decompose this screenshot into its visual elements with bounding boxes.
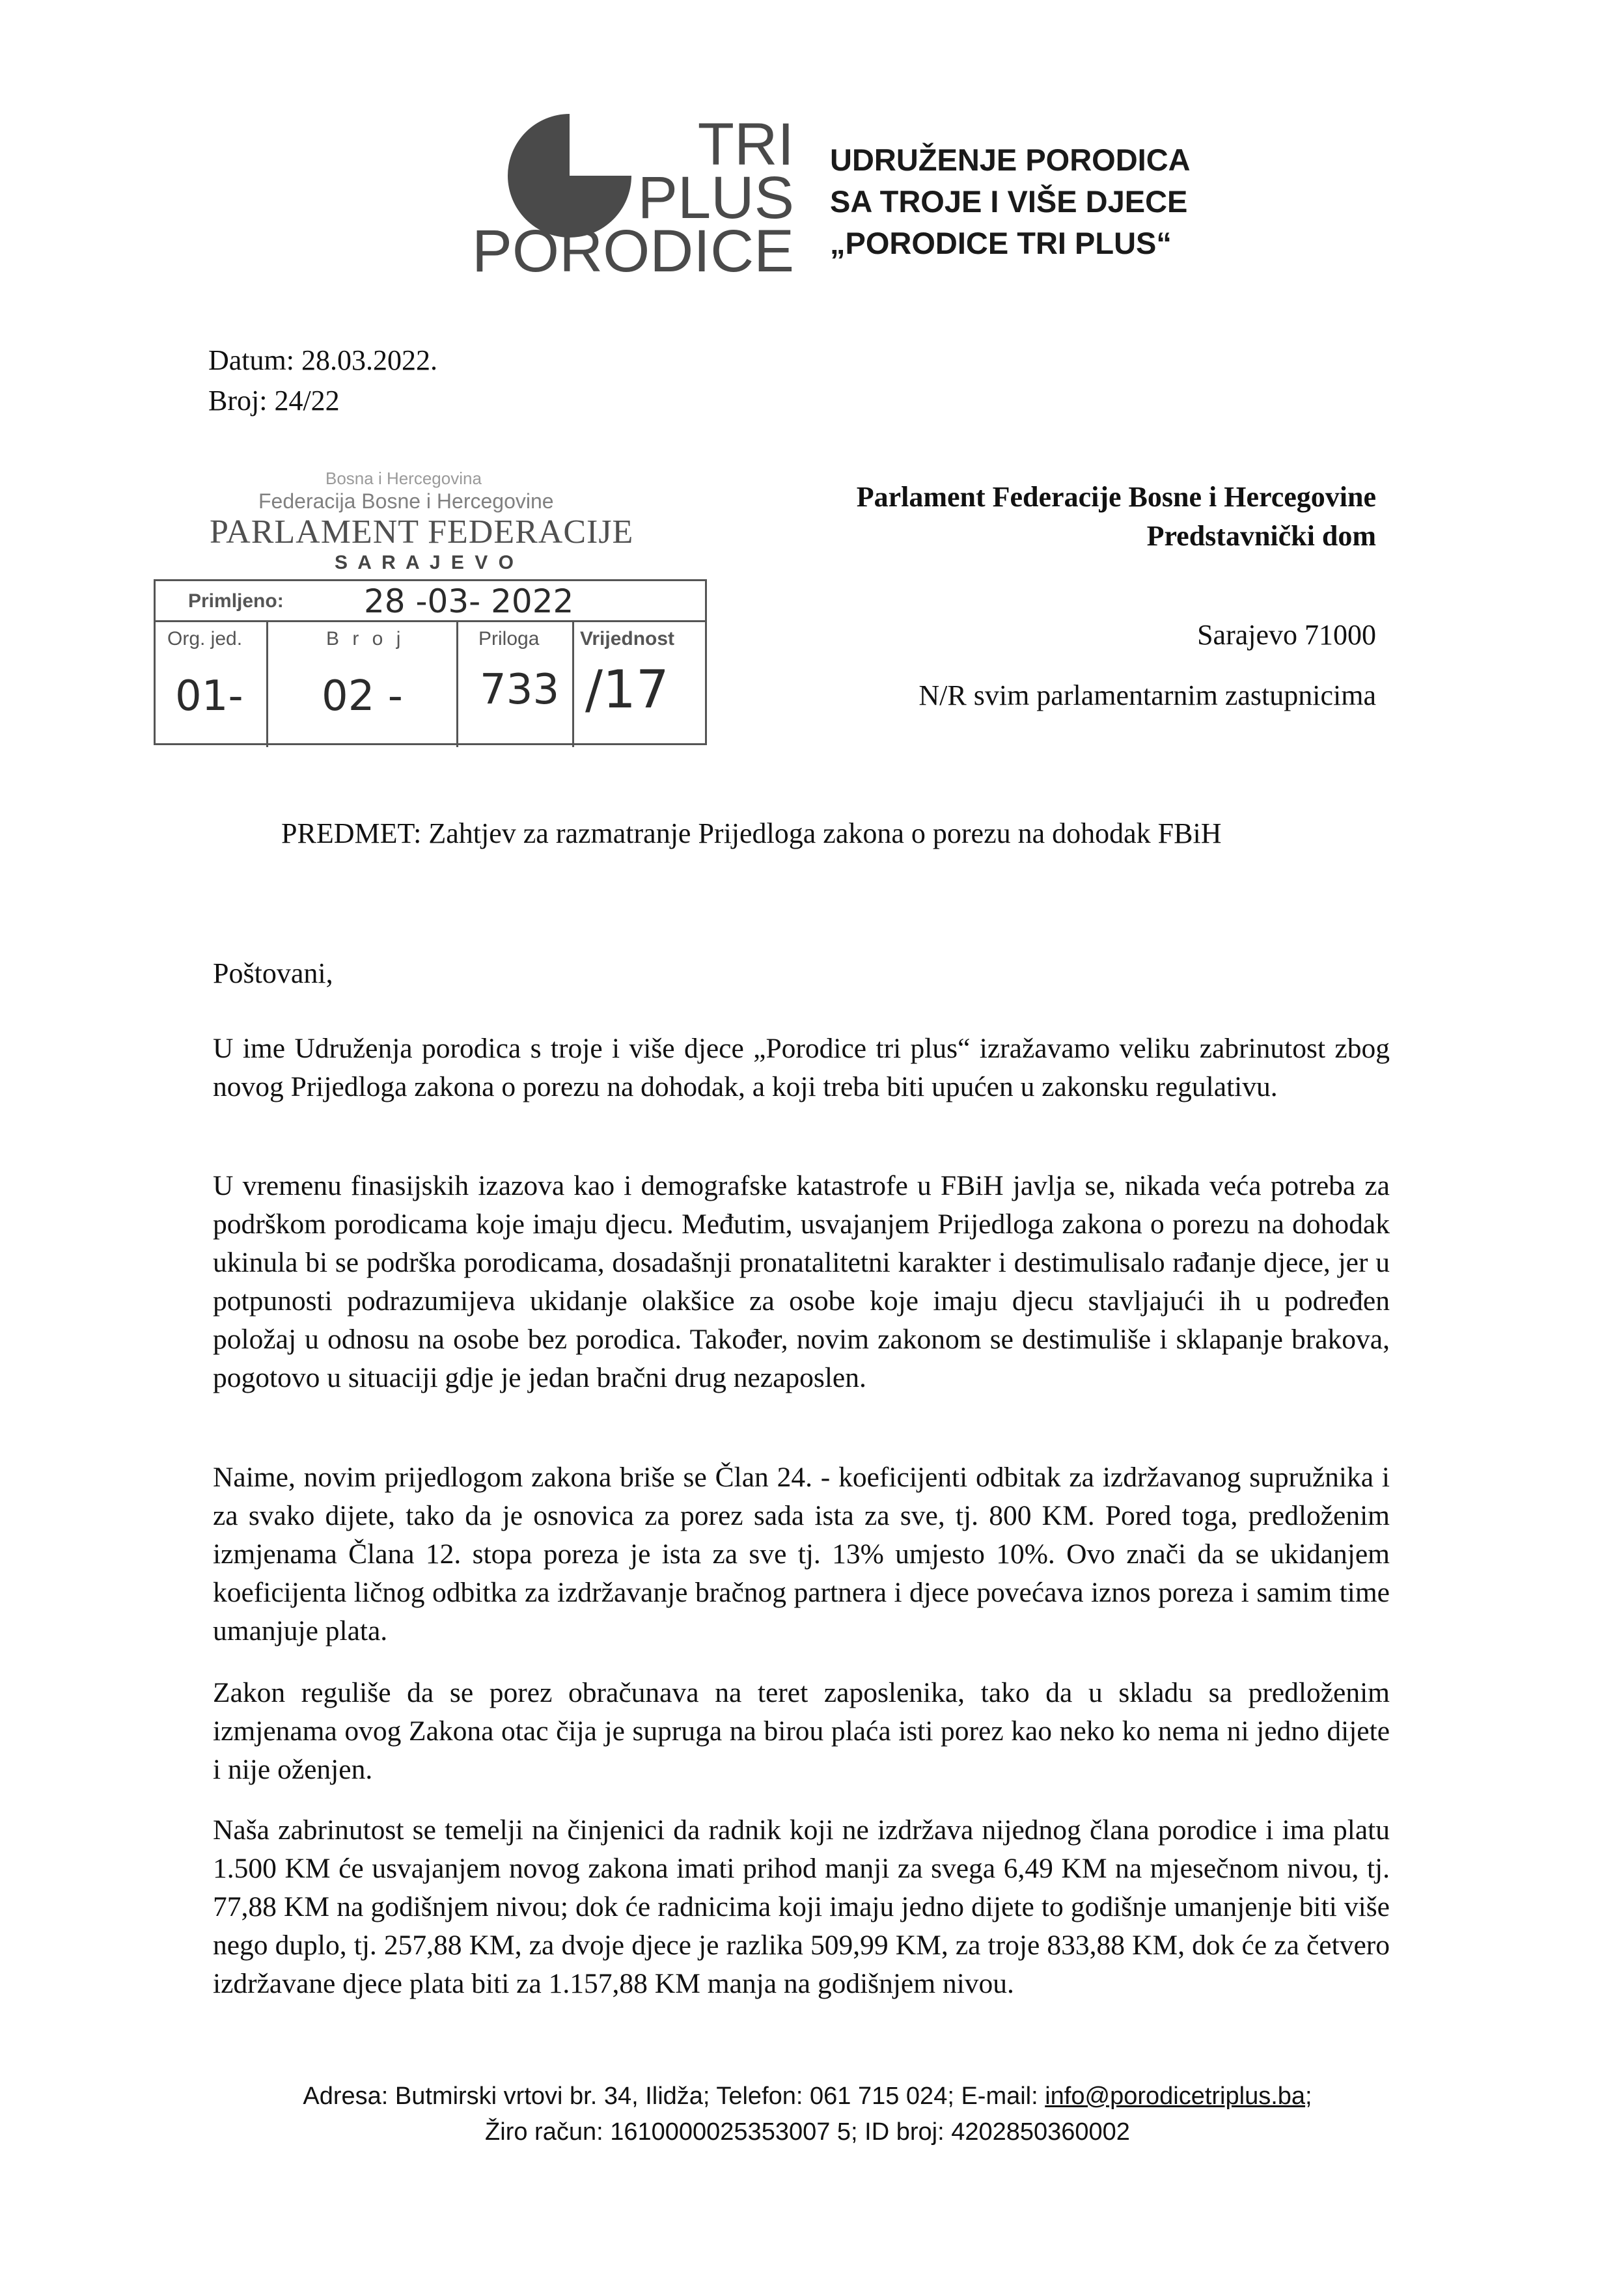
org-name-line-2: SA TROJE I VIŠE DJECE <box>830 184 1188 219</box>
logo-text-plus: PLUS <box>637 165 794 231</box>
stamp-col-org: Org. jed. <box>167 628 243 649</box>
logo-graphic <box>472 114 804 277</box>
recipient-city: Sarajevo 71000 <box>1197 619 1376 651</box>
stamp-parliament: PARLAMENT FEDERACIJE <box>210 513 634 551</box>
org-name-line-1: UDRUŽENJE PORODICA <box>830 143 1191 177</box>
subject-line: PREDMET: Zahtjev za razmatranje Prijedloga zakona o porezu na dohodak FBiH <box>281 817 1222 849</box>
footer-address <box>0 2083 1615 2111</box>
body-paragraph: U vremenu finasijskih izazova kao i demografske katastrofe u FBiH javlja se, nikada veća potreba za podrškom porodicama koje imaju djecu. Međutim, usvajanjem Prijedloga zakona o porezu na dohodak ukinula bi se podrška porodicama, dosadašnji pronatalitetni karakter i destimulisalo rađanje djece, jer u potpunosti podrazumijeva ukidanje olakšice za osobe koje imaju djecu stavljajući ih u podređen položaj u odnosu na osobe bez porodica. Također, novim zakonom se destimuliše i sklapanje brakova, pogotovo u situaciji gdje je jedan bračni drug nezaposlen. <box>213 1170 1390 1393</box>
body-paragraph: Naša zabrinutost se temelji na činjenici da radnik koji ne izdržava nijednog člana porodice i ima platu 1.500 KM će usvajanjem novog zakona imati prihod manji za svega 6,49 KM na mjesečnom nivou, tj. 77,88 KM na godišnjem nivou; dok će radnicima koji imaju jedno dijete to godišnje umanjenje biti više nego duplo, tj. 257,88 KM, za dvoje djece je razlika 509,99 KM, za troje 833,88 KM, dok će za četvero izdržavane djece plata biti za 1.157,88 KM manja na godišnjem nivou. <box>213 1814 1390 1999</box>
document-number: Broj: 24/22 <box>208 385 340 417</box>
recipient-parliament: Parlament Federacije Bosne i Hercegovine <box>856 481 1376 513</box>
body-paragraph: Zakon reguliše da se porez obračunava na teret zaposlenika, tako da u skladu sa predloženim izmjenama ovog Zakona otac čija je supruga na birou plaća isti porez kao neko ko nema ni jedno dijete i nije oženjen. <box>213 1677 1390 1785</box>
stamp-hand-vrijednost: /17 <box>585 659 669 720</box>
reception-stamp <box>151 469 711 755</box>
stamp-hand-priloga: 733 <box>480 666 560 714</box>
footer-email-link[interactable]: info@porodicetriplus.ba <box>1045 2083 1306 2110</box>
stamp-col-divider <box>266 620 268 747</box>
stamp-federation: Federacija Bosne i Hercegovine <box>258 489 554 513</box>
stamp-received-label: Primljeno: <box>188 590 284 612</box>
stamp-col-vrijednost: Vrijednost <box>580 628 675 649</box>
org-name-line-3: „PORODICE TRI PLUS“ <box>830 226 1172 260</box>
footer-bank: Žiro račun: 1610000025353007 5; ID broj: 4202850360002 <box>485 2118 1130 2146</box>
stamp-table <box>154 579 707 745</box>
stamp-hand-org: 01- <box>175 672 243 720</box>
body-paragraph: Naime, novim prijedlogom zakona briše se Član 24. - koeficijenti odbitak za izdržavanog supružnika i za svako dijete, tako da je osnovica za porez sada ista za sve, tj. 800 KM. Pored toga, predloženim izmjenama Člana 12. stopa poreza je ista za sve tj. 13% umjesto 10%. Ovo znači da se ukidanjem koeficijenta ličnog odbitka za izdržavanje bračnog partnera i djece povećava iznos poreza i samim time umanjuje plata. <box>213 1462 1390 1647</box>
body-paragraph: U ime Udruženja porodica s troje i više djece „Porodice tri plus“ izražavamo veliku zabrinutost zbog novog Prijedloga zakona o porezu na dohodak, a koji treba biti upućen u zakonsku regulativu. <box>213 1033 1390 1102</box>
stamp-divider <box>156 620 705 622</box>
logo <box>472 114 804 277</box>
recipient-attention: N/R svim parlamentarnim zastupnicima <box>918 679 1376 711</box>
logo-text-porodice: PORODICE <box>472 218 794 277</box>
footer-address-text: Adresa: Butmirski vrtovi br. 34, Ilidža; Telefon: 061 715 024; E-mail: <box>303 2083 1045 2110</box>
stamp-col-priloga: Priloga <box>478 628 540 649</box>
stamp-col-broj: B r o j <box>326 628 405 649</box>
stamp-hand-broj: 02 - <box>322 672 403 720</box>
footer-address-suffix: ; <box>1305 2083 1312 2110</box>
document-date: Datum: 28.03.2022. <box>208 344 437 376</box>
logo-text-tri: TRI <box>697 114 794 178</box>
stamp-col-divider <box>572 620 574 747</box>
recipient-house: Predstavnički dom <box>1146 520 1376 552</box>
stamp-received-date: 28 -03- 2022 <box>364 582 574 620</box>
stamp-city: S A R A J E V O <box>335 552 516 573</box>
stamp-col-divider <box>456 620 458 747</box>
greeting: Poštovani, <box>213 957 333 989</box>
stamp-country: Bosna i Hercegovina <box>325 469 482 488</box>
